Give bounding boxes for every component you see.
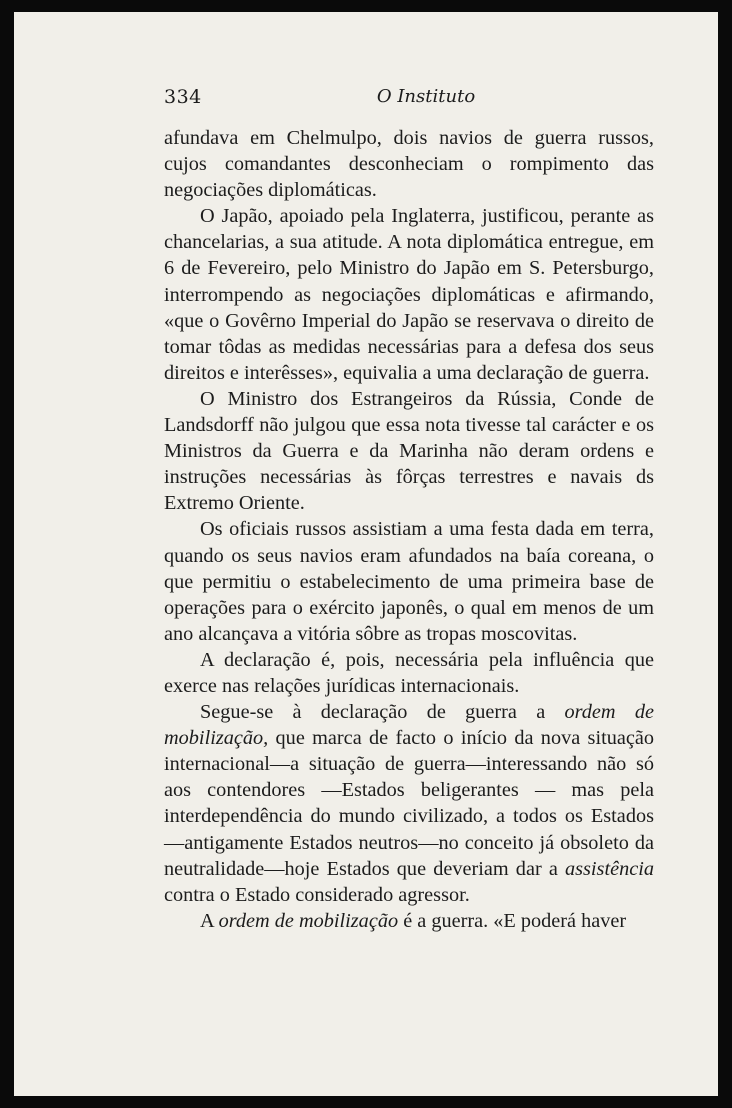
running-title: O Instituto — [376, 86, 476, 107]
paragraph-text: O Japão, apoiado pela Inglaterra, justificou, perante as chancelarias, a sua atitude. A nota diplomática entregue, em 6 de Fevereiro, pelo Ministro do Japão em S. Petersburgo, interrompendo as negociações diplomáticas e afirmando, «que o Govêrno Imperial do Japão se reservava o direito de tomar tôdas as medidas necessárias para a defesa dos seus direitos e interêsses», equivalia a uma declaração de guerra. — [164, 205, 654, 384]
italic-term: assistência — [564, 857, 654, 880]
paragraph — [164, 516, 654, 646]
paragraph-text: contra o Estado considerado agressor. — [164, 883, 470, 906]
paragraph-text: O Ministro dos Estrangeiros da Rússia, Conde de Landsdorff não julgou que essa nota tivesse tal carácter e os Ministros da Guerra e da Marinha não deram ordens e instruções necessárias às fôrças terrestres e navais ds Extremo Oriente. — [164, 387, 654, 515]
italic-term: ordem de mobilização, — [164, 701, 654, 750]
paragraph-text: afundava em Chelmulpo, dois navios de guerra russos, cujos comandantes desconheciam o rompimento das negociações diplomáticas. — [164, 127, 654, 202]
paragraph-text: Segue-se à declaração de guerra a — [200, 701, 565, 724]
page-number: 334 — [164, 86, 202, 108]
paragraph — [164, 386, 654, 516]
paragraph — [164, 203, 654, 386]
book-page — [14, 12, 718, 1096]
body-text — [164, 125, 654, 934]
paragraph — [164, 647, 654, 699]
page-header — [164, 86, 654, 114]
paragraph-text: que marca de facto o início da nova situação internacional—a situação de guerra—interessando não só aos contendores —Estados beligerantes — mas pela interdependência do mundo civilizado, a todos os Estados—antigamente Estados neutros—no conceito já obsoleto da neutralidade—hoje Estados que deveriam dar a — [164, 727, 654, 880]
italic-term: ordem de mobilização — [218, 909, 399, 932]
paragraph-continuation — [164, 125, 654, 203]
paragraph — [164, 908, 654, 934]
paragraph — [164, 699, 654, 908]
paragraph-text: Os oficiais russos assistiam a uma festa dada em terra, quando os seus navios eram afundados na baía coreana, o que permitiu o estabelecimento de uma primeira base de operações para o exército japonês, o qual em menos de um ano alcançava a vitória sôbre as tropas moscovitas. — [164, 518, 654, 645]
paragraph-text: é a guerra. «E poderá haver — [398, 909, 627, 932]
paragraph-text: A declaração é, pois, necessária pela influência que exerce nas relações jurídicas internacionais. — [164, 648, 654, 697]
paragraph-text: A — [200, 909, 219, 932]
